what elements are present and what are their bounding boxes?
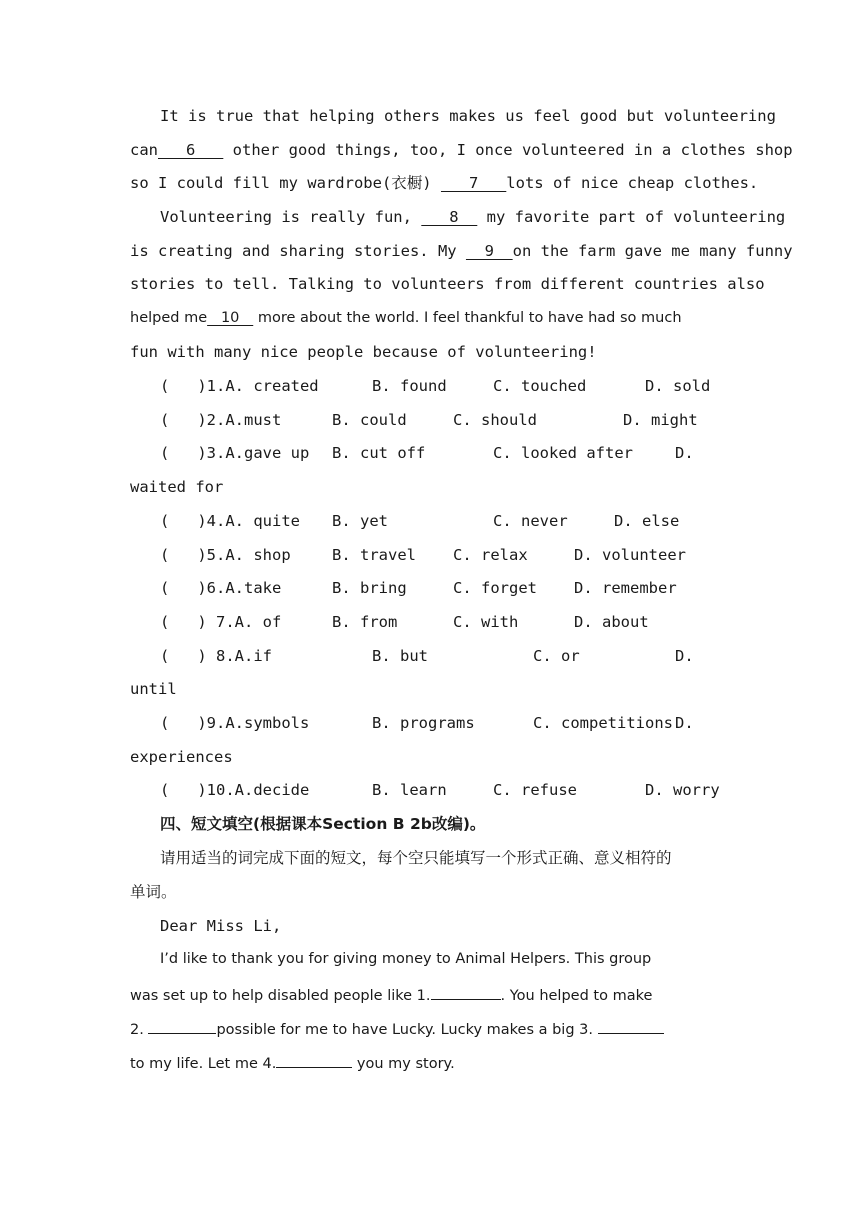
option-b: B. learn (372, 781, 447, 799)
question-row (160, 713, 694, 733)
option-c: C. should (453, 411, 537, 429)
wrapped-option (130, 679, 730, 699)
question-row (160, 410, 698, 430)
option-d: D. (675, 647, 694, 665)
question-row (160, 578, 677, 598)
passage-text: is creating and sharing stories. My (130, 242, 466, 260)
question-row (160, 376, 711, 396)
passage-line (130, 173, 759, 193)
letter-text: was set up to help disabled people like 1. (130, 988, 431, 1004)
option-d-text: until (130, 680, 177, 698)
letter-text: possible for me to have Lucky. Lucky makes a big 3. (216, 1022, 598, 1038)
blank-9: 9 (465, 242, 513, 260)
question-a: ( )10.A.decide (160, 781, 310, 799)
passage-line (130, 140, 793, 160)
option-d: D. might (623, 411, 698, 429)
passage-line (160, 106, 776, 126)
letter-line (130, 1051, 730, 1074)
option-c: C. touched (493, 377, 587, 395)
passage-text: can (130, 141, 158, 159)
option-c: C. with (453, 613, 519, 631)
answer-blank-2[interactable] (148, 1017, 216, 1034)
passage-text: on the farm gave me many funny (512, 242, 793, 260)
letter-line (130, 983, 730, 1006)
option-c: C. relax (453, 546, 528, 564)
option-d: D. about (574, 613, 649, 631)
option-d: D. worry (645, 781, 720, 799)
answer-blank-3[interactable] (598, 1017, 664, 1034)
answer-blank-4[interactable] (276, 1051, 352, 1068)
option-b: B. yet (332, 512, 388, 530)
passage-line (130, 342, 730, 362)
letter-text: . You helped to make (500, 988, 653, 1004)
question-a: ( )4.A. quite (160, 512, 300, 530)
option-d: D. sold (645, 377, 711, 395)
question-row (160, 511, 680, 531)
option-c: C. refuse (493, 781, 577, 799)
option-d: D. remember (574, 579, 677, 597)
option-b: B. travel (332, 546, 416, 564)
wrapped-option (130, 477, 730, 497)
option-b: B. found (372, 377, 447, 395)
option-b: B. could (332, 411, 407, 429)
passage-line (160, 207, 786, 227)
option-d: D. volunteer (574, 546, 686, 564)
letter-line (130, 1017, 730, 1040)
letter-text: to my life. Let me 4. (130, 1056, 277, 1072)
option-b: B. cut off (332, 444, 426, 462)
option-b: B. bring (332, 579, 407, 597)
passage-text: fun with many nice people because of volunteering! (130, 343, 597, 361)
option-c: C. looked after (493, 444, 633, 462)
option-d: D. (675, 444, 694, 462)
instruction-line: 单词。 (130, 883, 177, 901)
question-a: ( ) 7.A. of (160, 613, 282, 631)
blank-6: 6 (158, 141, 224, 159)
answer-blank-1[interactable] (431, 983, 501, 1000)
option-d-text: waited for (130, 478, 224, 496)
passage-text: my favorite part of volunteering (477, 208, 786, 226)
blank-10: 10 (207, 310, 254, 326)
passage-text: Volunteering is really fun, (160, 208, 422, 226)
option-c: C. or (533, 647, 580, 665)
question-a: ( )2.A.must (160, 411, 282, 429)
question-row (160, 646, 694, 666)
passage-text: other good things, too, I once volunteered in a clothes shop (223, 141, 793, 159)
passage-text: stories to tell. Talking to volunteers from different countries also (130, 275, 765, 293)
section-heading: 四、短文填空(根据课本Section B 2b改编)。 (160, 815, 486, 833)
question-row (160, 612, 649, 632)
question-a: ( )6.A.take (160, 579, 282, 597)
passage-line (130, 274, 765, 294)
question-row (160, 545, 686, 565)
instruction-line: 请用适当的词完成下面的短文，每个空只能填写一个形式正确、意义相符的 (160, 849, 672, 867)
letter-text: 2. (130, 1022, 149, 1038)
wrapped-option (130, 747, 730, 767)
passage-line (130, 241, 793, 261)
question-row (160, 443, 694, 463)
option-b: B. but (372, 647, 428, 665)
question-a: ( )1.A. created (160, 377, 319, 395)
option-c: C. competitions (533, 714, 673, 732)
option-d: D. else (614, 512, 680, 530)
salutation: Dear Miss Li, (160, 917, 282, 935)
passage-text: more about the world. I feel thankful to have had so much (253, 310, 682, 326)
passage-line (130, 308, 730, 328)
option-d: D. (675, 714, 694, 732)
question-a: ( )3.A.gave up (160, 444, 310, 462)
letter-text: you my story. (352, 1056, 455, 1072)
letter-line: I’d like to thank you for giving money to Animal Helpers. This group (160, 951, 652, 967)
option-b: B. programs (372, 714, 475, 732)
option-c: C. never (493, 512, 568, 530)
passage-text: It is true that helping others makes us feel good but volunteering (160, 107, 776, 125)
question-row (160, 780, 720, 800)
blank-8: 8 (421, 208, 478, 226)
question-a: ( )9.A.symbols (160, 714, 310, 732)
question-a: ( )5.A. shop (160, 546, 291, 564)
blank-7: 7 (440, 174, 507, 192)
question-a: ( ) 8.A.if (160, 647, 272, 665)
option-c: C. forget (453, 579, 537, 597)
passage-text: helped me (130, 310, 208, 326)
option-d-text: experiences (130, 748, 233, 766)
passage-text: lots of nice cheap clothes. (506, 174, 759, 192)
passage-text: so I could fill my wardrobe(衣橱) (130, 174, 441, 192)
option-b: B. from (332, 613, 398, 631)
